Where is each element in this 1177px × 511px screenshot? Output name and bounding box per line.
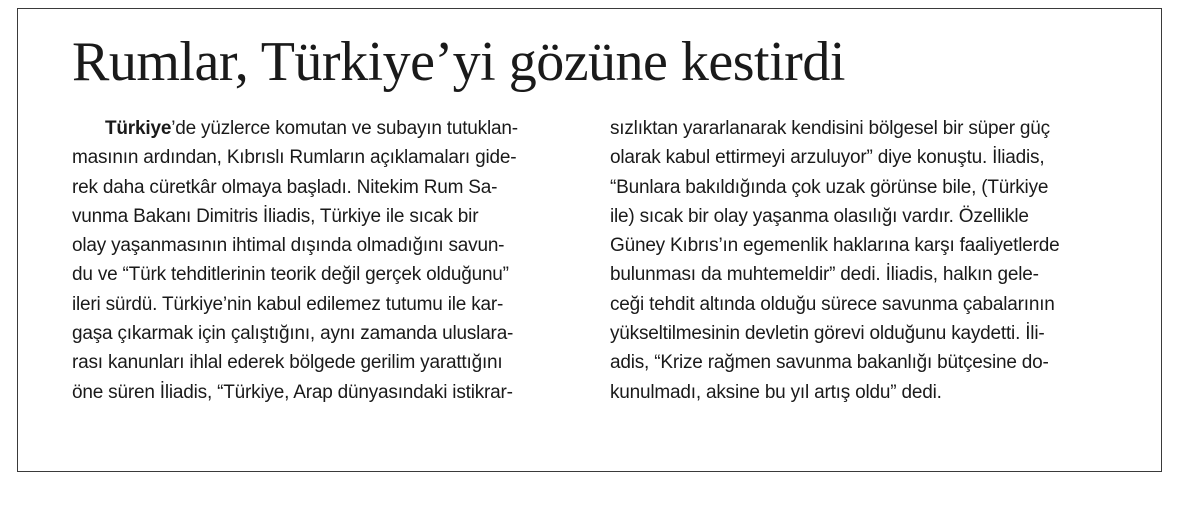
article-line: ile) sıcak bir olay yaşanma olasılığı vardır. Özellikle [610, 205, 1029, 227]
article-line: “Bunlara bakıldığında çok uzak görünse bile, (Türkiye [610, 176, 1049, 198]
article-line: rası kanunları ihlal ederek bölgede gerilim yarattığını [72, 352, 503, 374]
article-line: vunma Bakanı Dimitris İliadis, Türkiye ile sıcak bir [72, 205, 479, 227]
article-line: rek daha cüretkâr olmaya başladı. Nitekim Rum Sa- [72, 176, 498, 198]
article-line: du ve “Türk tehditlerinin teorik değil gerçek olduğunu” [72, 264, 509, 286]
article-headline: Rumlar, Türkiye’yi gözüne kestirdi [72, 31, 845, 93]
article-column-left [72, 114, 572, 407]
article-line [72, 114, 572, 143]
article-line: kunulmadı, aksine bu yıl artış oldu” dedi. [610, 381, 942, 403]
article-line: ceği tehdit altında olduğu sürece savunma çabalarının [610, 293, 1055, 315]
article-line: olarak kabul ettirmeyi arzuluyor” diye konuştu. İliadis, [610, 147, 1045, 169]
article-line: öne süren İliadis, “Türkiye, Arap dünyasındaki istikrar- [72, 381, 513, 403]
article-line: Güney Kıbrıs’ın egemenlik haklarına karşı faaliyetlerde [610, 235, 1060, 257]
article-column-right [610, 114, 1130, 407]
article-line: bulunması da muhtemeldir” dedi. İliadis, halkın gele- [610, 264, 1039, 286]
article-line: olay yaşanmasının ihtimal dışında olmadığını savun- [72, 235, 505, 257]
article-line: masının ardından, Kıbrıslı Rumların açıklamaları gide- [72, 147, 517, 169]
article-line: adis, “Krize rağmen savunma bakanlığı bütçesine do- [610, 352, 1049, 374]
article-line: sızlıktan yararlanarak kendisini bölgesel bir süper güç [610, 118, 1050, 139]
article-line: gaşa çıkarmak için çalıştığını, aynı zamanda uluslara- [72, 323, 514, 345]
article-line: ileri sürdü. Türkiye’nin kabul edilemez tutumu ile kar- [72, 293, 504, 315]
article-line-text: ’de yüzlerce komutan ve subayın tutuklan- [171, 118, 518, 139]
article-line: yükseltilmesinin devletin görevi olduğunu kaydetti. İli- [610, 323, 1045, 345]
article-lead-word: Türkiye [105, 118, 172, 139]
